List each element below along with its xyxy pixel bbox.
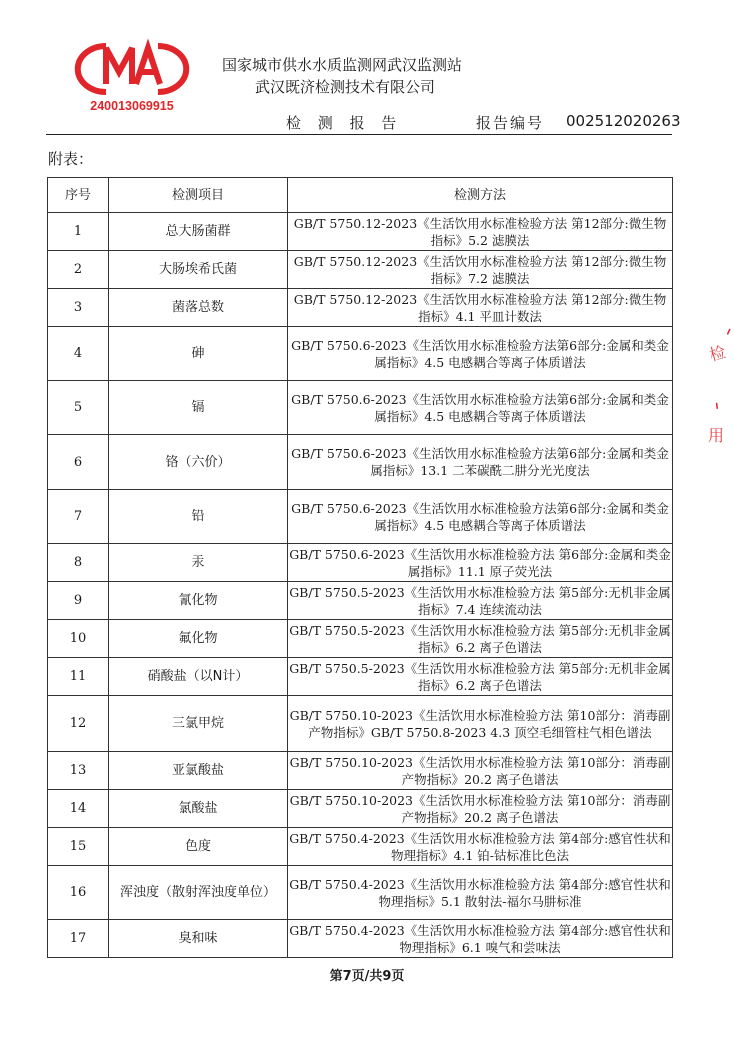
row-no: 4 [48,327,109,381]
row-item: 亚氯酸盐 [109,752,288,790]
table-row [48,213,673,251]
table-row [48,289,673,327]
row-no: 10 [48,620,109,658]
row-method: GB/T 5750.5-2023《生活饮用水标准检验方法 第5部分:无机非金属指标》6.2 离子色谱法 [288,620,673,658]
row-no: 13 [48,752,109,790]
page-number: 第7页/共9页 [329,969,405,984]
row-no: 12 [48,696,109,752]
table-row [48,435,673,490]
row-method: GB/T 5750.12-2023《生活饮用水标准检验方法 第12部分:微生物指标》7.2 滤膜法 [288,251,673,289]
row-method: GB/T 5750.5-2023《生活饮用水标准检验方法 第5部分:无机非金属指标》6.2 离子色谱法 [288,658,673,696]
row-item: 硝酸盐（以N计） [109,658,288,696]
row-item: 氯酸盐 [109,790,288,828]
row-item: 浑浊度（散射浑浊度单位） [109,866,288,920]
row-method: GB/T 5750.4-2023《生活饮用水标准检验方法 第4部分:感官性状和物理指标》6.1 嗅气和尝味法 [288,920,673,958]
table-row [48,381,673,435]
row-method: GB/T 5750.5-2023《生活饮用水标准检验方法 第5部分:无机非金属指标》7.4 连续流动法 [288,582,673,620]
document-title: 检 测 报 告 [286,114,403,132]
appendix-label: 附表： [48,150,94,168]
table-row [48,658,673,696]
row-item: 大肠埃希氏菌 [109,251,288,289]
table-row [48,752,673,790]
row-no: 3 [48,289,109,327]
table-row [48,790,673,828]
row-no: 2 [48,251,109,289]
row-no: 11 [48,658,109,696]
row-method: GB/T 5750.12-2023《生活饮用水标准检验方法 第12部分:微生物指标》5.2 滤膜法 [288,213,673,251]
row-item: 三氯甲烷 [109,696,288,752]
svg-text:用: 用 [708,426,725,445]
row-method: GB/T 5750.6-2023《生活饮用水标准检验方法第6部分:金属和类金属指标》4.5 电感耦合等离子体质谱法 [288,490,673,544]
row-no: 9 [48,582,109,620]
row-method: GB/T 5750.10-2023《生活饮用水标准检验方法 第10部分：消毒副产物指标》GB/T 5750.8-2023 4.3 顶空毛细管柱气相色谱法 [288,696,673,752]
row-item: 铅 [109,490,288,544]
table-row [48,327,673,381]
row-item: 砷 [109,327,288,381]
row-item: 镉 [109,381,288,435]
row-no: 16 [48,866,109,920]
row-no: 15 [48,828,109,866]
cma-logo [72,36,192,116]
row-item: 总大肠菌群 [109,213,288,251]
header-divider [46,134,672,135]
row-method: GB/T 5750.4-2023《生活饮用水标准检验方法 第4部分:感官性状和物理指标》5.1 散射法-福尔马肼标准 [288,866,673,920]
row-method: GB/T 5750.4-2023《生活饮用水标准检验方法 第4部分:感官性状和物理指标》4.1 铂-钴标准比色法 [288,828,673,866]
logo-number: 240013069915 [90,99,174,113]
row-item: 色度 [109,828,288,866]
header-no: 序号 [48,178,109,213]
org-name-1: 国家城市供水水质监测网武汉监测站 [222,56,463,74]
row-method: GB/T 5750.6-2023《生活饮用水标准检验方法 第6部分:金属和类金属指标》11.1 原子荧光法 [288,544,673,582]
table-row [48,866,673,920]
row-item: 臭和味 [109,920,288,958]
row-method: GB/T 5750.10-2023《生活饮用水标准检验方法 第10部分：消毒副产物指标》20.2 离子色谱法 [288,752,673,790]
row-no: 17 [48,920,109,958]
seal-stamp-fragment [702,325,734,455]
row-no: 8 [48,544,109,582]
table-row [48,920,673,958]
table-row [48,490,673,544]
row-item: 氰化物 [109,582,288,620]
row-method: GB/T 5750.12-2023《生活饮用水标准检验方法 第12部分:微生物指标》4.1 平皿计数法 [288,289,673,327]
row-item: 菌落总数 [109,289,288,327]
table-header-row [48,178,673,213]
row-item: 汞 [109,544,288,582]
org-name-2: 武汉既济检测技术有限公司 [255,78,436,96]
row-no: 1 [48,213,109,251]
table-row [48,828,673,866]
table-row [48,251,673,289]
table-row [48,696,673,752]
svg-text:检: 检 [707,342,728,365]
table-row [48,620,673,658]
row-item: 氟化物 [109,620,288,658]
row-no: 6 [48,435,109,490]
methods-table [47,177,673,958]
row-no: 5 [48,381,109,435]
row-method: GB/T 5750.6-2023《生活饮用水标准检验方法第6部分:金属和类金属指标》4.5 电感耦合等离子体质谱法 [288,327,673,381]
header-item: 检测项目 [109,178,288,213]
row-no: 14 [48,790,109,828]
row-method: GB/T 5750.6-2023《生活饮用水标准检验方法第6部分:金属和类金属指标》13.1 二苯碳酰二肼分光光度法 [288,435,673,490]
row-method: GB/T 5750.6-2023《生活饮用水标准检验方法第6部分:金属和类金属指标》4.5 电感耦合等离子体质谱法 [288,381,673,435]
row-no: 7 [48,490,109,544]
row-method: GB/T 5750.10-2023《生活饮用水标准检验方法 第10部分：消毒副产物指标》20.2 离子色谱法 [288,790,673,828]
header-method: 检测方法 [288,178,673,213]
report-number-label: 报告编号 [476,114,545,132]
table-row [48,544,673,582]
table-row [48,582,673,620]
row-item: 铬（六价） [109,435,288,490]
report-number: 002512020263 [566,112,681,130]
